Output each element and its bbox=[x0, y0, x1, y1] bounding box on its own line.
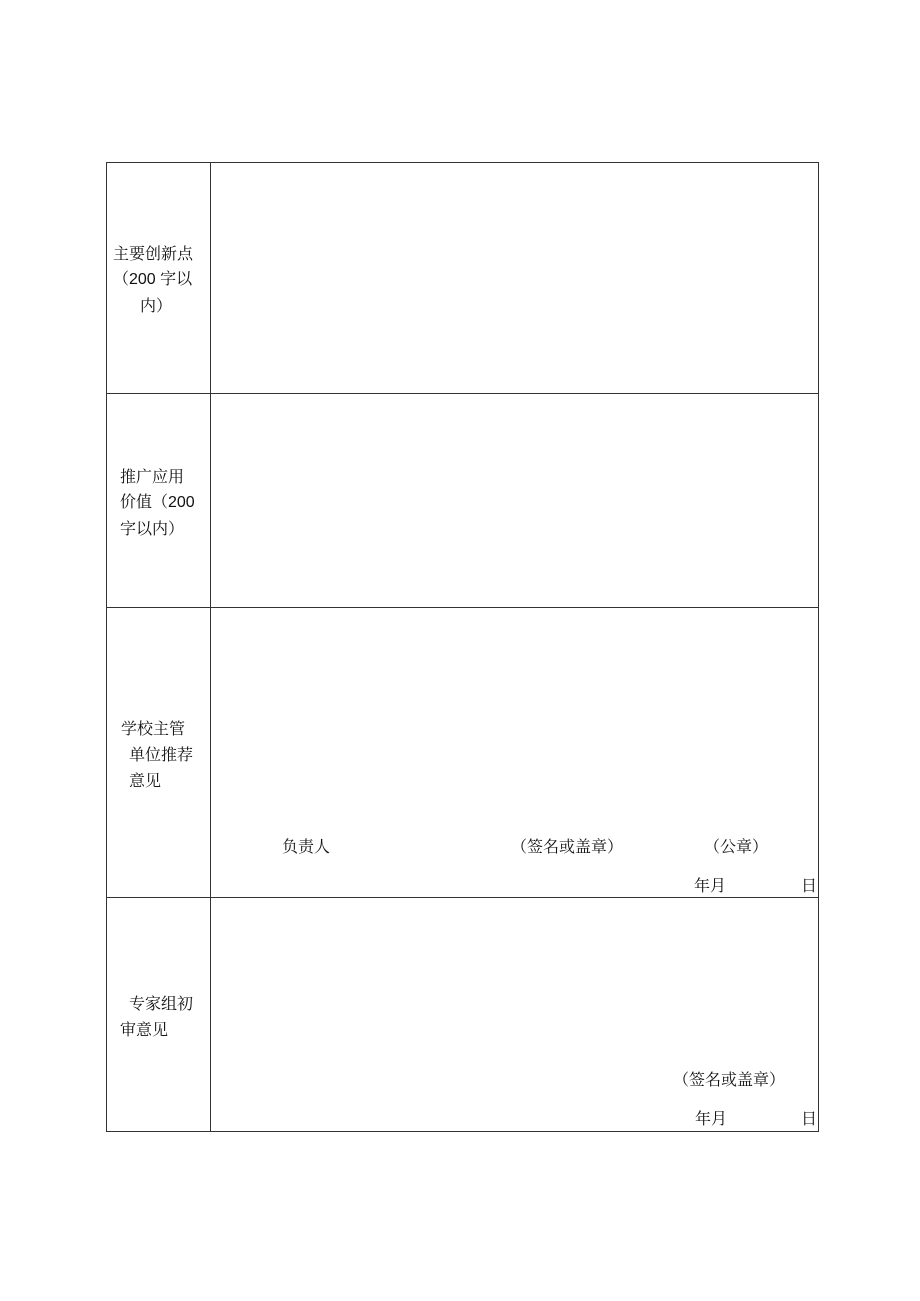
label-cell-application-value bbox=[107, 394, 211, 607]
row-innovation bbox=[107, 163, 818, 394]
expert-review-content-field[interactable] bbox=[211, 898, 818, 1131]
school-label-line-2: 单位推荐 bbox=[129, 745, 194, 764]
school-sign-or-seal-note: （签名或盖章） bbox=[511, 837, 624, 856]
expert-year-month-label: 年月 bbox=[695, 1109, 728, 1128]
application-form-table bbox=[106, 162, 819, 1132]
expert-sign-or-seal-note: （签名或盖章） bbox=[673, 1070, 786, 1089]
application-label-line-2: 价值（200 bbox=[120, 494, 195, 511]
label-cell-expert-review bbox=[107, 898, 211, 1131]
innovation-label-line-3: 内） bbox=[140, 296, 173, 315]
application-value-content-field[interactable] bbox=[211, 394, 818, 607]
school-recommendation-content-field[interactable] bbox=[211, 608, 818, 897]
innovation-label-line-1: 主要创新点 bbox=[113, 244, 194, 263]
row-application-value bbox=[107, 394, 818, 608]
expert-day-label: 日 bbox=[801, 1109, 818, 1128]
label-cell-innovation bbox=[107, 163, 211, 393]
application-label-line-1: 推广应用 bbox=[120, 467, 185, 486]
application-label-line-3: 字以内） bbox=[120, 519, 185, 538]
school-label-line-1: 学校主管 bbox=[121, 719, 186, 738]
row-school-recommendation bbox=[107, 608, 818, 898]
expert-label-line-1: 专家组初 bbox=[129, 994, 194, 1013]
official-seal-note: （公章） bbox=[704, 837, 769, 856]
school-day-label: 日 bbox=[801, 876, 818, 895]
label-cell-school-recommendation bbox=[107, 608, 211, 897]
school-label-line-3: 意见 bbox=[129, 771, 162, 790]
responsible-person-label: 负责人 bbox=[282, 837, 331, 856]
innovation-label-line-2: （200 字以 bbox=[113, 271, 193, 288]
row-expert-review bbox=[107, 898, 818, 1131]
school-year-month-label: 年月 bbox=[694, 876, 727, 895]
expert-label-line-2: 审意见 bbox=[120, 1020, 169, 1039]
innovation-content-field[interactable] bbox=[211, 163, 818, 393]
